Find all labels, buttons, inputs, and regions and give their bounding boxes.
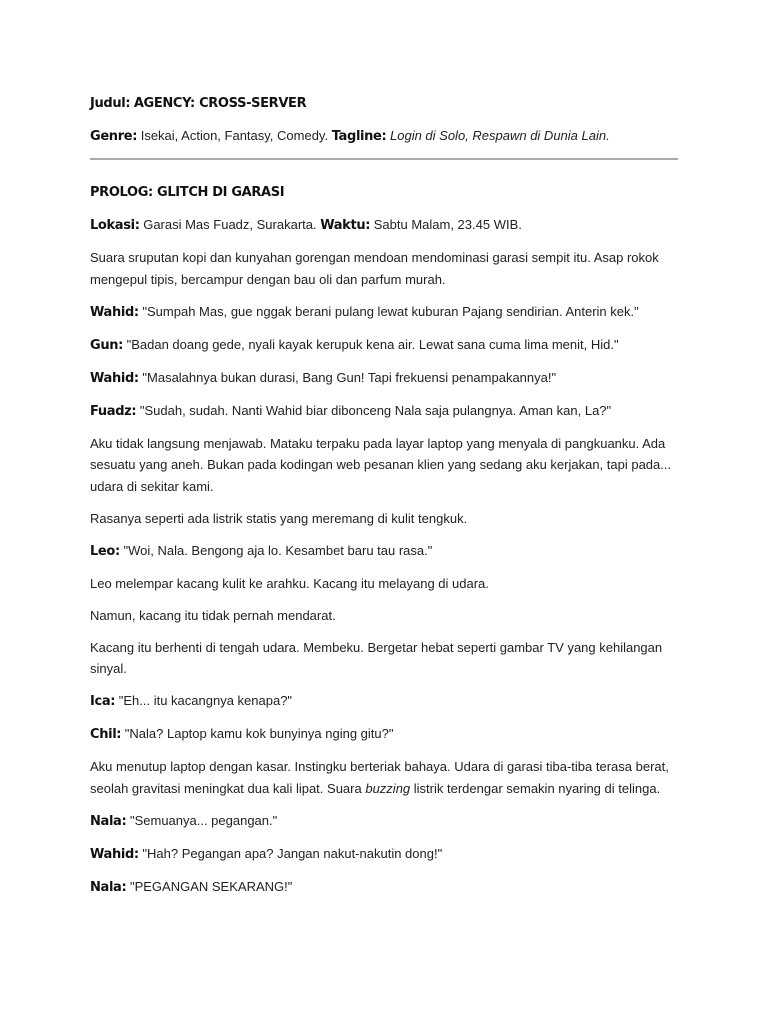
chapter-heading: PROLOG: GLITCH DI GARASI [90,185,285,200]
dialogue-line [90,367,678,390]
dialogue-line [90,876,678,899]
speaker-name: Ica: [90,694,116,709]
time-value: Sabtu Malam, 23.45 WIB. [373,217,522,232]
dialogue-line [90,540,678,563]
dialogue-text: "Sumpah Mas, gue nggak berani pulang lewat kuburan Pajang sendirian. Anterin kek." [142,303,639,319]
horizontal-divider [90,158,678,160]
dialogue-text: "Masalahnya bukan durasi, Bang Gun! Tapi frekuensi penampakannya!" [142,369,557,385]
title-label: Judul: [90,96,131,111]
speaker-name: Fuadz: [90,403,137,419]
speaker-name: Chil: [90,727,122,742]
narration-paragraph: Aku tidak langsung menjawab. Mataku terpaku pada layar laptop yang menyala di pangkuanku. Ada sesuatu yang aneh. Bukan pada kodingan web pesanan klien yang sedang aku kerjakan, tapi pada... udara di sekitar kami. [90,435,672,494]
narration-paragraph: Rasanya seperti ada listrik statis yang meremang di kulit tengkuk. [90,510,468,526]
dialogue-text: "Hah? Pegangan apa? Jangan nakut-nakutin dong!" [142,845,443,861]
tagline-value: Login di Solo, Respawn di Dunia Lain. [390,128,610,143]
genre-label: Genre: [90,129,138,144]
title-line [90,92,678,115]
dialogue-text: "Sudah, sudah. Nanti Wahid biar dibonceng Nala saja pulangnya. Aman kan, La?" [139,402,612,418]
document-page [90,92,678,909]
genre-line [90,125,678,148]
dialogue-text: "Eh... itu kacangnya kenapa?" [118,693,293,708]
dialogue-text: "Semuanya... pegangan." [129,812,278,828]
dialogue-text: "Badan doang gede, nyali kayak kerupuk kena air. Lewat sana cuma lima menit, Hid." [126,336,619,352]
dialogue-line [90,334,678,357]
narration-paragraph: Suara sruputan kopi dan kunyahan gorengan mendoan mendominasi garasi sempit itu. Asap rokok mengepul tipis, bercampur dengan bau oli dan parfum murah. [90,250,659,287]
dialogue-line [90,810,678,833]
narration-paragraph: Kacang itu berhenti di tengah udara. Membeku. Bergetar hebat seperti gambar TV yang kehilangan sinyal. [90,639,663,676]
location-value: Garasi Mas Fuadz, Surakarta. [143,217,317,232]
speaker-name: Wahid: [90,846,139,862]
setting-line [90,214,678,237]
dialogue-text: "PEGANGAN SEKARANG!" [129,878,293,894]
speaker-name: Nala: [90,879,127,895]
speaker-name: Gun: [90,337,123,353]
dialogue-text: "Nala? Laptop kamu kok bunyinya nging gitu?" [124,726,394,741]
dialogue-text: "Woi, Nala. Bengong aja lo. Kesambet baru tau rasa." [123,542,433,558]
speaker-name: Wahid: [90,304,139,320]
speaker-name: Wahid: [90,370,139,386]
narration-paragraph: Namun, kacang itu tidak pernah mendarat. [90,607,336,623]
genre-value: Isekai, Action, Fantasy, Comedy. [140,128,329,143]
dialogue-line [90,843,678,866]
dialogue-line [90,400,678,423]
narration-paragraph: Leo melempar kacang kulit ke arahku. Kacang itu melayang di udara. [90,575,489,591]
narration-text: listrik terdengar semakin nyaring di telinga. [413,780,661,796]
emphasis-text: buzzing [365,780,411,796]
dialogue-line [90,690,678,713]
dialogue-line [90,723,678,746]
speaker-name: Leo: [90,543,120,559]
location-label: Lokasi: [90,218,140,233]
narration-text: Aku menutup laptop dengan kasar. Instingku berteriak bahaya. Udara di garasi tiba-tiba terasa berat, seolah gravitasi meningkat dua kali lipat. Suara [90,759,669,796]
tagline-label: Tagline: [331,129,387,144]
speaker-name: Nala: [90,813,127,829]
narration-paragraph [90,756,678,799]
time-label: Waktu: [320,218,371,233]
title-value: AGENCY: CROSS-SERVER [133,96,307,111]
dialogue-line [90,301,678,324]
